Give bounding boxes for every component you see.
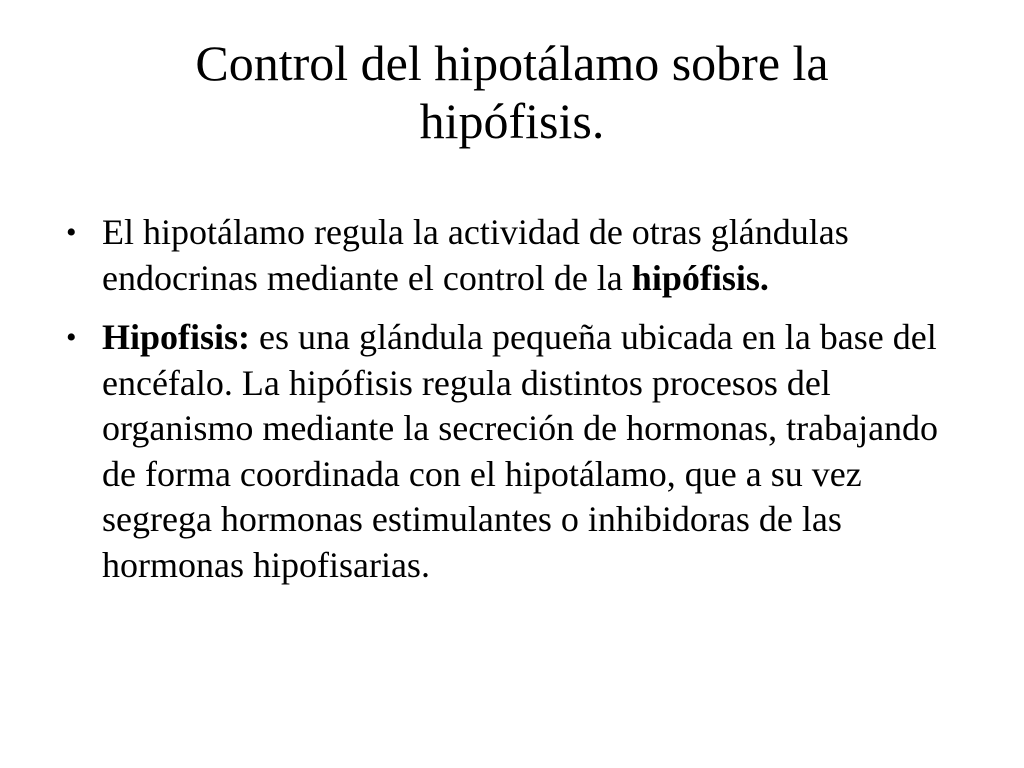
bullet-2-text: es una glándula pequeña ubicada en la base del encéfalo. La hipófisis regula distintos procesos del organismo mediante la secreción de hormonas, trabajando de forma coordinada con el hipotálamo, que a su vez segrega hormonas estimulantes o inhibidoras de las hormonas hipofisarias. <box>102 317 939 585</box>
slide-title-line-2: hipófisis. <box>419 93 605 149</box>
bullet-1-bold-text: hipófisis. <box>631 257 769 298</box>
bullet-2-bold-text: Hipofisis: <box>102 317 251 357</box>
bullet-1-text: El hipotálamo regula la actividad de otras glándulas endocrinas mediante el control de la <box>102 212 849 298</box>
slide-title-line-1: Control del hipotálamo sobre la <box>195 35 829 91</box>
bullet-item-1 <box>58 210 968 301</box>
bullet-marker: • <box>66 216 77 249</box>
slide-title <box>60 34 964 150</box>
bullet-list <box>58 210 968 602</box>
bullet-item-2 <box>58 315 968 588</box>
bullet-marker: • <box>66 321 77 354</box>
